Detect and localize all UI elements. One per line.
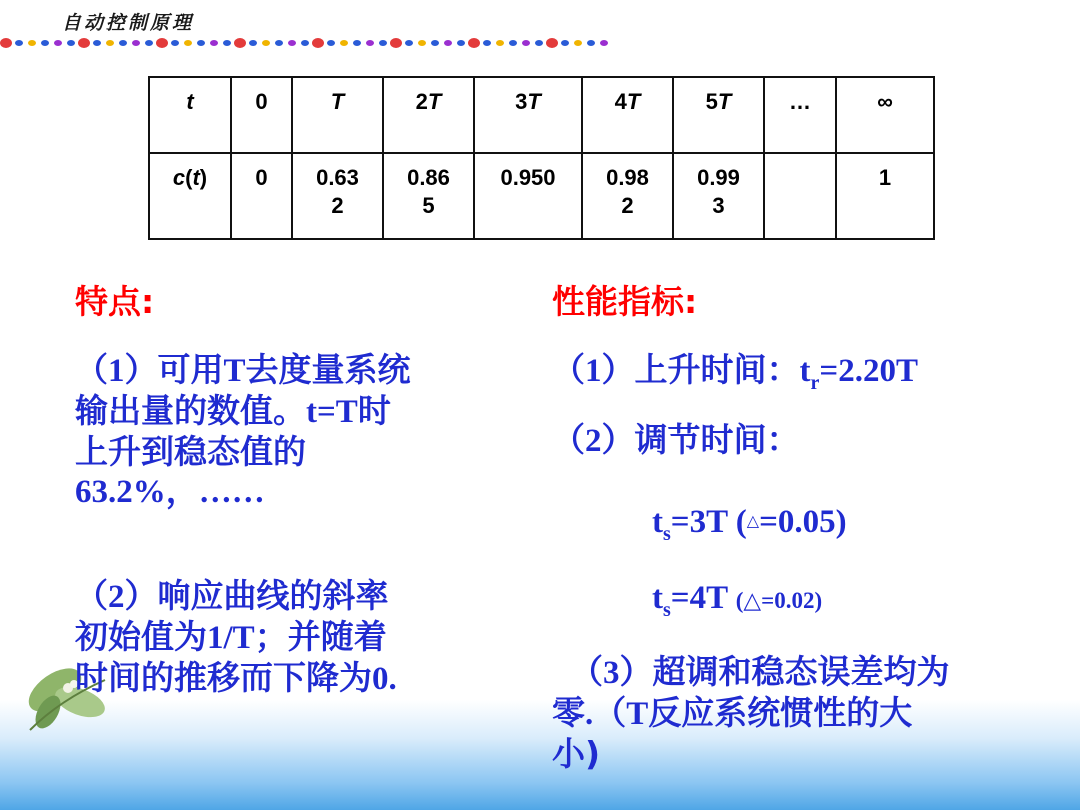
decorative-dot xyxy=(522,40,530,46)
decorative-dot xyxy=(145,40,153,46)
decorative-dot xyxy=(483,40,491,46)
table-cell xyxy=(673,77,764,153)
symbol: t xyxy=(652,504,663,540)
decorative-dot xyxy=(546,38,558,48)
decorative-dot xyxy=(197,40,205,46)
decorative-dot xyxy=(275,40,283,46)
tolerance: =0.05) xyxy=(759,504,847,540)
subscript: s xyxy=(663,523,671,545)
metric-rise-time xyxy=(552,350,1072,403)
feature-item-1 xyxy=(75,350,515,512)
decorative-dot xyxy=(249,40,257,46)
subscript: s xyxy=(663,599,671,621)
feature-1-line-2 xyxy=(75,391,515,432)
text: 反应系统惯性的大 xyxy=(648,693,913,732)
symbol: t xyxy=(799,353,811,389)
text: ；并随着 xyxy=(254,617,387,656)
decorative-dot xyxy=(379,40,387,46)
item-number: （3） xyxy=(570,655,653,691)
table-row-output xyxy=(149,153,934,239)
table-cell-sym: T xyxy=(717,89,732,114)
table-row-time xyxy=(149,77,934,153)
decorative-dot xyxy=(496,40,504,46)
item-number: （1） xyxy=(552,353,635,389)
label-t: t xyxy=(192,165,200,190)
text: T xyxy=(223,353,246,389)
decorative-dot xyxy=(340,40,348,46)
decorative-dot xyxy=(366,40,374,46)
metric-settling-time xyxy=(552,420,1072,461)
text: 可用 xyxy=(157,350,224,389)
decorative-dot xyxy=(41,40,49,46)
decorative-dot xyxy=(156,38,168,48)
decorative-dot xyxy=(405,40,413,46)
value: =3T ( xyxy=(670,504,747,540)
table-cell-sym: T xyxy=(626,89,641,114)
decorative-dot xyxy=(234,38,246,48)
decorative-dot xyxy=(327,40,335,46)
table-cell-label xyxy=(149,153,231,239)
decorative-dot-line xyxy=(0,36,620,50)
text: 超调和稳态误差均为 xyxy=(652,652,950,691)
table-cell xyxy=(383,77,474,153)
decorative-dot xyxy=(15,40,23,46)
table-cell: 0.98 2 xyxy=(582,153,673,239)
decorative-dot xyxy=(600,40,608,46)
decorative-dot xyxy=(106,40,114,46)
text: 1/T xyxy=(207,620,255,656)
feature-1-line-1 xyxy=(75,350,515,391)
table-cell: 0.86 5 xyxy=(383,153,474,239)
feature-2-line-2 xyxy=(75,617,515,658)
feature-1-line-3: 上升到稳态值的 xyxy=(75,432,306,471)
table-cell-sym: T xyxy=(427,89,442,114)
feature-1-line-4: 63.2%，…… xyxy=(75,474,265,510)
text: 0. xyxy=(372,661,397,697)
course-title: 自动控制原理 xyxy=(62,12,195,34)
table-cell: 1 xyxy=(836,153,934,239)
decorative-dot xyxy=(184,40,192,46)
decorative-dot xyxy=(93,40,101,46)
settling-time-2pct xyxy=(652,578,1072,630)
metric-overshoot xyxy=(552,652,1072,774)
metric-3-line-1 xyxy=(552,652,1072,693)
feature-item-2 xyxy=(75,576,515,699)
metric-label: 调节时间： xyxy=(634,420,800,459)
label-open: ( xyxy=(185,165,193,190)
decorative-dot xyxy=(390,38,402,48)
decorative-dot xyxy=(535,40,543,46)
table-cell: … xyxy=(764,77,836,153)
subscript: r xyxy=(810,372,820,394)
decorative-dot xyxy=(574,40,582,46)
table-cell: 0 xyxy=(231,77,292,153)
decorative-dot xyxy=(119,40,127,46)
text: 初始值为 xyxy=(75,617,207,656)
table-cell-coef: 2 xyxy=(415,89,428,114)
table-cell-coef: 5 xyxy=(705,89,718,114)
table-cell xyxy=(474,77,582,153)
table-cell-sym: T xyxy=(527,89,541,114)
symbol: t xyxy=(652,580,663,616)
performance-heading: 性能指标: xyxy=(552,282,698,321)
label-close: ) xyxy=(199,165,208,190)
table-cell-coef: 4 xyxy=(614,89,627,114)
metric-label: 上升时间： xyxy=(634,350,800,389)
response-value-table xyxy=(148,76,935,240)
decorative-dot xyxy=(28,40,36,46)
features-heading: 特点: xyxy=(75,282,155,321)
value: =4T xyxy=(670,580,736,616)
text: 时 xyxy=(357,391,391,430)
text: t=T xyxy=(306,394,358,430)
table-cell: t xyxy=(149,77,231,153)
item-number: （2） xyxy=(75,579,158,615)
decorative-dot xyxy=(431,40,439,46)
decorative-dot xyxy=(288,40,296,46)
decorative-dot xyxy=(78,38,90,48)
metric-value: =2.20T xyxy=(819,353,918,389)
decorative-dot xyxy=(509,40,517,46)
table-cell xyxy=(764,153,836,239)
label-c: c xyxy=(172,165,186,190)
tolerance: (△=0.02) xyxy=(735,588,823,613)
decorative-dot xyxy=(210,40,218,46)
table-cell: T xyxy=(292,77,383,153)
item-number: （2） xyxy=(552,423,635,459)
metric-3-line-3: 小) xyxy=(552,734,601,773)
table-cell: 0.950 xyxy=(474,153,582,239)
table-cell: ∞ xyxy=(836,77,934,153)
decorative-dot xyxy=(223,40,231,46)
delta-symbol: △ xyxy=(746,513,760,530)
decorative-dot xyxy=(587,40,595,46)
decorative-dot xyxy=(468,38,480,48)
decorative-dot xyxy=(67,40,75,46)
feature-2-line-3 xyxy=(75,658,515,699)
feature-2-line-1 xyxy=(75,576,515,617)
decorative-dot xyxy=(457,40,465,46)
decorative-dot xyxy=(418,40,426,46)
decorative-dot xyxy=(132,40,140,46)
metric-3-line-2 xyxy=(552,693,1072,734)
decorative-dot xyxy=(312,38,324,48)
table-cell: 0.99 3 xyxy=(673,153,764,239)
table-cell: 0.63 2 xyxy=(292,153,383,239)
decorative-dot xyxy=(353,40,361,46)
decorative-dot xyxy=(301,40,309,46)
table-cell xyxy=(582,77,673,153)
decorative-dot xyxy=(561,40,569,46)
text: 响应曲线的斜率 xyxy=(157,576,389,615)
text: 时间的推移而下降为 xyxy=(75,658,372,697)
decorative-dot xyxy=(444,40,452,46)
table-cell-coef: 3 xyxy=(515,89,528,114)
text: 去度量系统 xyxy=(245,350,411,389)
text: （T xyxy=(593,696,649,732)
settling-time-5pct xyxy=(652,502,1072,554)
decorative-dot xyxy=(171,40,179,46)
item-number: （1） xyxy=(75,353,158,389)
decorative-dot xyxy=(262,40,270,46)
text: 零. xyxy=(552,696,594,732)
text: 输出量的数值。 xyxy=(75,391,306,430)
decorative-dot xyxy=(0,38,12,48)
decorative-dot xyxy=(54,40,62,46)
table-cell: 0 xyxy=(231,153,292,239)
